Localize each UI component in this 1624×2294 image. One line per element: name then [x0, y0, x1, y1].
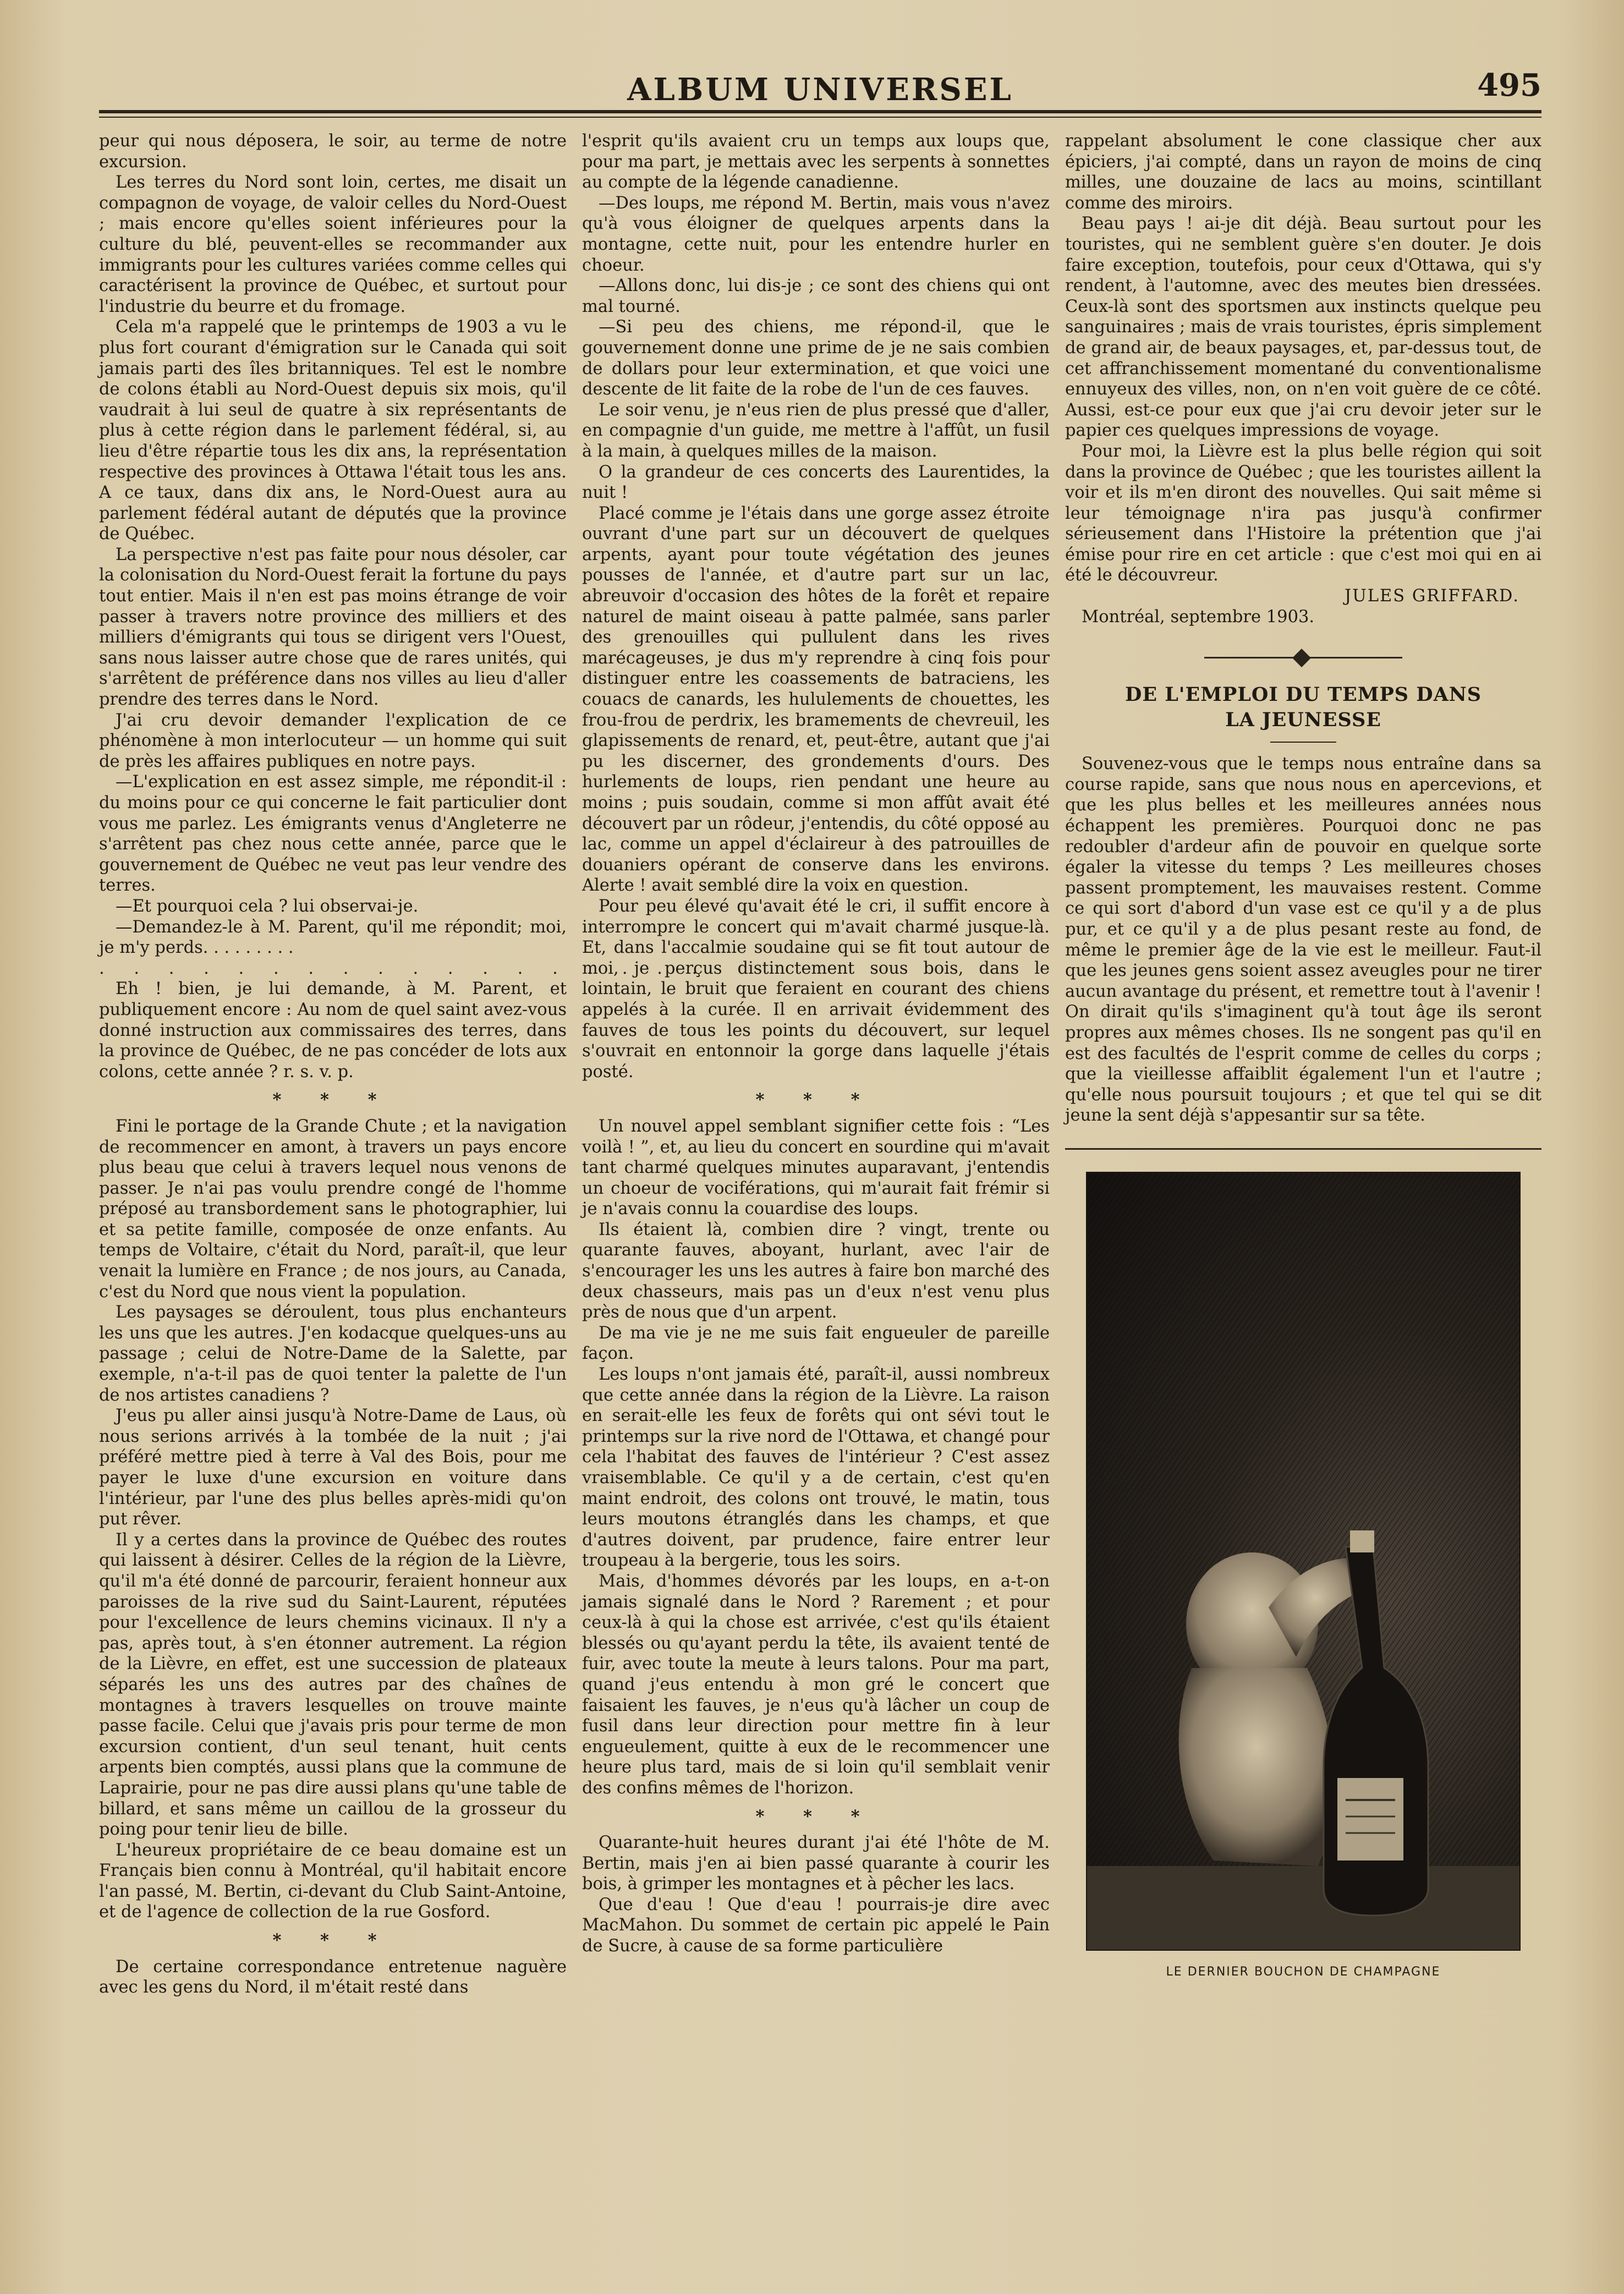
paragraph: Le soir venu, je n'eus rien de plus pressé que d'aller, en compagnie d'un guide, me mettre à l'affût, un fusil à la main, à quelques milles de la maison. [582, 400, 1050, 461]
section-break-stars: * * * [755, 1090, 876, 1110]
paragraph: —Des loups, me répond M. Bertin, mais vous n'avez qu'à vous éloigner de quelques arpents dans la montagne, cette nuit, pour les entendre hurler en choeur. [582, 193, 1050, 275]
paragraph: Ils étaient là, combien dire ? vingt, trente ou quarante fauves, aboyant, hurlant, avec l'air de s'encourager les uns les autres à faire bon marché des deux chasseurs, mais pas un d'eux n'est venu plus près de nous que d'un arpent. [582, 1220, 1050, 1322]
article-end-paragraphs [1065, 131, 1541, 586]
title-underline [1270, 742, 1336, 743]
ornament-diamond-icon [1292, 649, 1311, 667]
article-body: Souvenez-vous que le temps nous entraîne dans sa course rapide, sans que nous nous en apercevions, et que les plus belles et les meilleures années nous échappent les premières. Pourquoi donc ne pas redoubler d'ardeur afin de pouvoir en quelque sorte égaler la vitesse du temps ? Les meilleures choses passent promptement, les mauvaises restent. Comme ce qui sort d'abord d'un vase est ce qu'il y a de plus pur, et ce qu'il y a de plus pesant reste au fond, de même le premier âge de la vie est le meilleur. Faut-il que les jeunes gens soient assez aveugles pour ne tirer aucun avantage du présent, et remettre tout à l'avenir ! On dirait qu'ils s'imaginent qu'à tout âge ils seront propres aux mêmes choses. Ils ne songent pas qu'il en est des facultés de l'esprit comme de celles du corps ; que la vieillesse affaiblit également l'un et l'autre ; qu'elle nous poursuit toujours ; et que tel qui se dit jeune la sent déjà s'appesantir sur sa tête. [1065, 754, 1541, 1126]
header-rule [99, 110, 1541, 113]
header-rule-thin [99, 117, 1541, 118]
paragraph: Pour peu élevé qu'avait été le cri, il suffit encore à interrompre le concert qui m'avait charmé jusque-là. Et, dans l'accalmie soudaine qui se fit tout autour de moi, je perçus distinctement sous bois, dans le lointain, le bruit que feraient en courant des chiens appelés à la curée. Il en arrivait évidemment des fauves de tous les points du découvert, sur lequel s'ouvrait en entonnoir la gorge dans laquelle j'étais posté. [582, 896, 1050, 1082]
article-title [1065, 682, 1541, 733]
paragraph: l'esprit qu'ils avaient cru un temps aux loups que, pour ma part, je mettais avec les serpents à sonnettes au compte de la légende canadienne. [582, 131, 1050, 193]
section-break-stars: * * * [272, 1930, 393, 1951]
section-break-stars: * * * [272, 1090, 393, 1110]
column-1 [99, 131, 710, 2255]
paragraph: Que d'eau ! Que d'eau ! pourrais-je dire avec MacMahon. Du sommet de certain pic appelé le Pain de Sucre, à cause de sa forme particulière [582, 1895, 1050, 1956]
paragraph: J'ai cru devoir demander l'explication de ce phénomène à mon interlocuteur — un homme qui suit de près les affaires publiques en notre pays. [99, 710, 567, 771]
paragraph: Les loups n'ont jamais été, paraît-il, aussi nombreux que cette année dans la région de la Lièvre. La raison en serait-elle les feux de forêts qui ont sévi tout le printemps sur la rive nord de l'Ottawa, et changé pour cela l'habitat des fauves de l'intérieur ? C'est assez vraisemblable. Ce qu'il y a de certain, c'est qu'en maint endroit, des colons ont trouvé, le matin, tous leurs moutons étranglés dans les champs, et que d'autres doivent, par prudence, faire entrer leur troupeau à la bergerie, tous les soirs. [582, 1365, 1050, 1571]
paragraph: De ma vie je ne me suis fait engueuler de pareille façon. [582, 1323, 1050, 1364]
paragraph: Il y a certes dans la province de Québec des routes qui laissent à désirer. Celles de la région de la Lièvre, qu'il m'a été donné de parcourir, feraient honneur aux paroisses de la rive sud du Saint-Laurent, réputées pour l'excellence de leurs chemins vicinaux. Il n'y a pas, après tout, à s'en étonner autrement. La région de la Lièvre, en effet, est une succession de plateaux séparés les uns des autres par des chaînes de montagnes à travers lesquelles on trouve mainte passe facile. Celui que j'avais pris pour terme de mon excursion contient, d'un seul tenant, huit cents arpents bien comptés, aussi plans que la commune de Laprairie, pour ne pas dire aussi plans qu'une table de billard, et sans même un caillou de la grosseur du poing pour tenir lieu de bille. [99, 1530, 567, 1840]
section-break-stars: * * * [755, 1806, 876, 1826]
article-title-line-2: LA JEUNESSE [1225, 709, 1381, 732]
paragraph: De certaine correspondance entretenue naguère avec les gens du Nord, il m'était resté dans [99, 1957, 567, 1997]
paragraph: Pour moi, la Lièvre est la plus belle région qui soit dans la province de Québec ; que les touristes aillent la voir et ils m'en diront des nouvelles. Qui sait même si leur témoignage n'ira pas jusqu'à confirmer sérieusement dans l'Histoire la prétention que j'ai émise pour rire en cet article : que c'est moi qui en ai été le découvreur. [1065, 441, 1541, 585]
paragraph: —Si peu des chiens, me répond-il, que le gouvernement donne une prime de je ne sais combien de dollars pour leur extermination, et que voici une descente de lit faite de la robe de l'un de ces fauves. [582, 317, 1050, 399]
paragraph: Beau pays ! ai-je dit déjà. Beau surtout pour les touristes, qui ne semblent guère s'en douter. Je dois faire exception, toutefois, pour ceux d'Ottawa, qui s'y rendent, à l'automne, avec des meutes bien dressées. Ceux-là sont des sportsmen aux instincts quelque peu sanguinaires ; mais de vrais touristes, épris simplement de grand air, de beaux paysages, et, par-dessus tout, de cet affranchissement momentané du conventionalisme ennuyeux des villes, non, on n'en voit guère de ce côté. Aussi, est-ce pour eux que j'ai cru devoir jeter sur le papier ces quelques impressions de voyage. [1065, 214, 1541, 441]
paragraph: La perspective n'est pas faite pour nous désoler, car la colonisation du Nord-Ouest ferait la fortune du pays tout entier. Mais il n'en est pas moins étrange de voir passer à travers notre province des milliers et des milliers d'émigrants qui tous se dirigent vers l'Ouest, sans nous laisser autre chose que de rares unités, qui s'arrêtent de préférence dans nos villes au lieu d'aller prendre des terres dans le Nord. [99, 545, 567, 710]
paragraph: Fini le portage de la Grande Chute ; et la navigation de recommencer en amont, à travers un pays encore plus beau que celui à travers lequel nous venons de passer. Je n'ai pas voulu prendre congé de l'homme préposé au transbordement sans le photographier, lui et sa petite famille, composée de onze enfants. Au temps de Voltaire, c'était du Nord, paraît-il, que leur venait la lumière en France ; de nos jours, au Canada, c'est du Nord que nous vient la population. [99, 1116, 567, 1302]
publication-title: ALBUM UNIVERSEL [627, 72, 1013, 108]
paragraph: —Demandez-le à M. Parent, qu'il me répondit; moi, je m'y perds. . . . . . . . . [99, 917, 567, 958]
author-signature: JULES GRIFFARD. [1344, 586, 1519, 606]
paragraph: O la grandeur de ces concerts des Laurentides, la nuit ! [582, 462, 1050, 503]
paragraph: —Allons donc, lui dis-je ; ce sont des chiens qui ont mal tourné. [582, 276, 1050, 316]
place-date: Montréal, septembre 1903. [1082, 607, 1315, 627]
paragraph: rappelant absolument le cone classique cher aux épiciers, j'ai compté, dans un rayon de moins de cinq milles, une douzaine de lacs au moins, scintillant comme des miroirs. [1065, 131, 1541, 213]
illustration-caption: LE DERNIER BOUCHON DE CHAMPAGNE [1166, 1964, 1441, 1979]
section-ornament [1204, 649, 1402, 666]
paragraph: —Et pourquoi cela ? lui observai-je. [116, 896, 419, 916]
paragraph: J'eus pu aller ainsi jusqu'à Notre-Dame de Laus, où nous serions arrivés à la tombée de la nuit ; j'ai préféré mettre pied à terre à Val des Bois, pour me payer le luxe d'une excursion en voiture dans l'intérieur, par l'une des plus belles après-midi qu'on put rêver. [99, 1406, 567, 1529]
paragraph: Cela m'a rappelé que le printemps de 1903 a vu le plus fort courant d'émigration sur le Canada qui soit jamais parti des îles britanniques. Tel est le nombre de colons établi au Nord-Ouest depuis six mois, qu'il vaudrait à lui seul de quatre à six représentants de plus à cette région dans le parlement fédéral, si, au lieu d'être répartie tous les dix ans, la représentation respective des provinces à Ottawa l'était tous les ans. A ce taux, dans dix ans, le Nord-Ouest aura au parlement fédéral autant de députés que la province de Québec. [99, 317, 567, 544]
column-divider [1065, 1148, 1541, 1150]
child-with-champagne-bottle-image [1087, 1173, 1519, 1950]
paragraph: Placé comme je l'étais dans une gorge assez étroite ouvrant d'une part sur un découvert de quelques arpents, ayant pour toute végétation des jeunes pousses de l'année, et d'autre part sur un lac, abreuvoir d'occasion des hôtes de la forêt et repaire naturel de maint oiseau à patte palmée, sans parler des grenouilles qui pullulent dans les rives marécageuses, je dus m'y reprendre à cinq fois pour distinguer entre les coassements de batraciens, les couacs de canards, les hululements de chouettes, les frou-frou de perdrix, les bramements de chevreuil, les glapissements de renard, et, peut-être, autant que j'ai pu les discerner, des grondements d'ours. Des hurlements de loups, rien pendant une heure au moins ; puis soudain, comme si mon affût avait été découvert par un rôdeur, j'entendis, du côté opposé au lac, comme un appel d'éclaireur à des patrouilles de douaniers opérant de conserve dans les environs. Alerte ! avait semblé dire la voix en question. [582, 503, 1050, 896]
paragraph: Quarante-huit heures durant j'ai été l'hôte de M. Bertin, mais j'en ai bien passé quarante à courir les bois, à grimper les montagnes et à pêcher les lacs. [582, 1833, 1050, 1894]
ellipsis-line: . . . . . . . . . . . . . . . . . . [99, 958, 710, 978]
paragraph: Les paysages se déroulent, tous plus enchanteurs les uns que les autres. J'en kodacque quelques-uns au passage ; celui de Notre-Dame de la Salette, par exemple, n'a-t-il pas de quoi tenter la palette de l'un de nos artistes canadiens ? [99, 1303, 567, 1405]
page-header [99, 65, 1541, 114]
article-title-line-1: DE L'EMPLOI DU TEMPS DANS [1124, 683, 1482, 706]
paragraph: L'heureux propriétaire de ce beau domaine est un Français bien connu à Montréal, qu'il habitait encore l'an passé, M. Bertin, ci-devant du Club Saint-Antoine, et de l'agence de collection de la rue Gosford. [99, 1840, 567, 1922]
paragraph: —L'explication en est assez simple, me répondit-il : du moins pour ce qui concerne le fait particulier dont vous me parlez. Les émigrants venus d'Angleterre ne s'arrêtent pas chez nous cette année, parce que le gouvernement de Québec ne veut pas leur vendre des terres. [99, 772, 567, 896]
paragraph: Eh ! bien, je lui demande, à M. Parent, et publiquement encore : Au nom de quel saint avez-vous donné instruction aux commissaires des terres, dans la province de Québec, de ne pas concéder de lots aux colons, cette année ? r. s. v. p. [99, 979, 567, 1082]
paragraph: Mais, d'hommes dévorés par les loups, en a-t-on jamais signalé dans le Nord ? Rarement ; et pour ceux-là à qui la chose est arrivée, c'est qu'ils étaient blessés ou qu'ayant perdu la tête, ils avaient tenté de fuir, avec toute la meute à leurs talons. Pour ma part, quand j'eus entendu à mon gré le concert que faisaient les fauves, je n'eus qu'à lâcher un coup de fusil dans leur direction pour mettre fin à leur engueulement, quitte à eux de le recommencer une heure plus tard, mais de si loin qu'il semblait venir des confins mêmes de l'horizon. [582, 1571, 1050, 1798]
champagne-illustration [1086, 1172, 1521, 1951]
paragraph: Les terres du Nord sont loin, certes, me disait un compagnon de voyage, de valoir celles du Nord-Ouest ; mais encore qu'elles soient inférieures pour la culture du blé, peuvent-elles se recommander aux immigrants pour les cultures variées comme celles qui caractérisent la province de Québec, et surtout pour l'industrie du beurre et du fromage. [99, 173, 567, 316]
paragraph: peur qui nous déposera, le soir, au terme de notre excursion. [99, 131, 567, 172]
paragraph: Un nouvel appel semblant signifier cette fois : “Les voilà ! ”, et, au lieu du concert en sourdine qui m'avait tant charmé quelques minutes auparavant, j'entendis un choeur de vociférations, qui m'aurait fait frémir si je n'avais connu la couardise des loups. [582, 1116, 1050, 1219]
column-2 [582, 131, 1050, 2255]
column-3 [1065, 131, 1541, 2255]
page-number: 495 [1477, 67, 1541, 103]
